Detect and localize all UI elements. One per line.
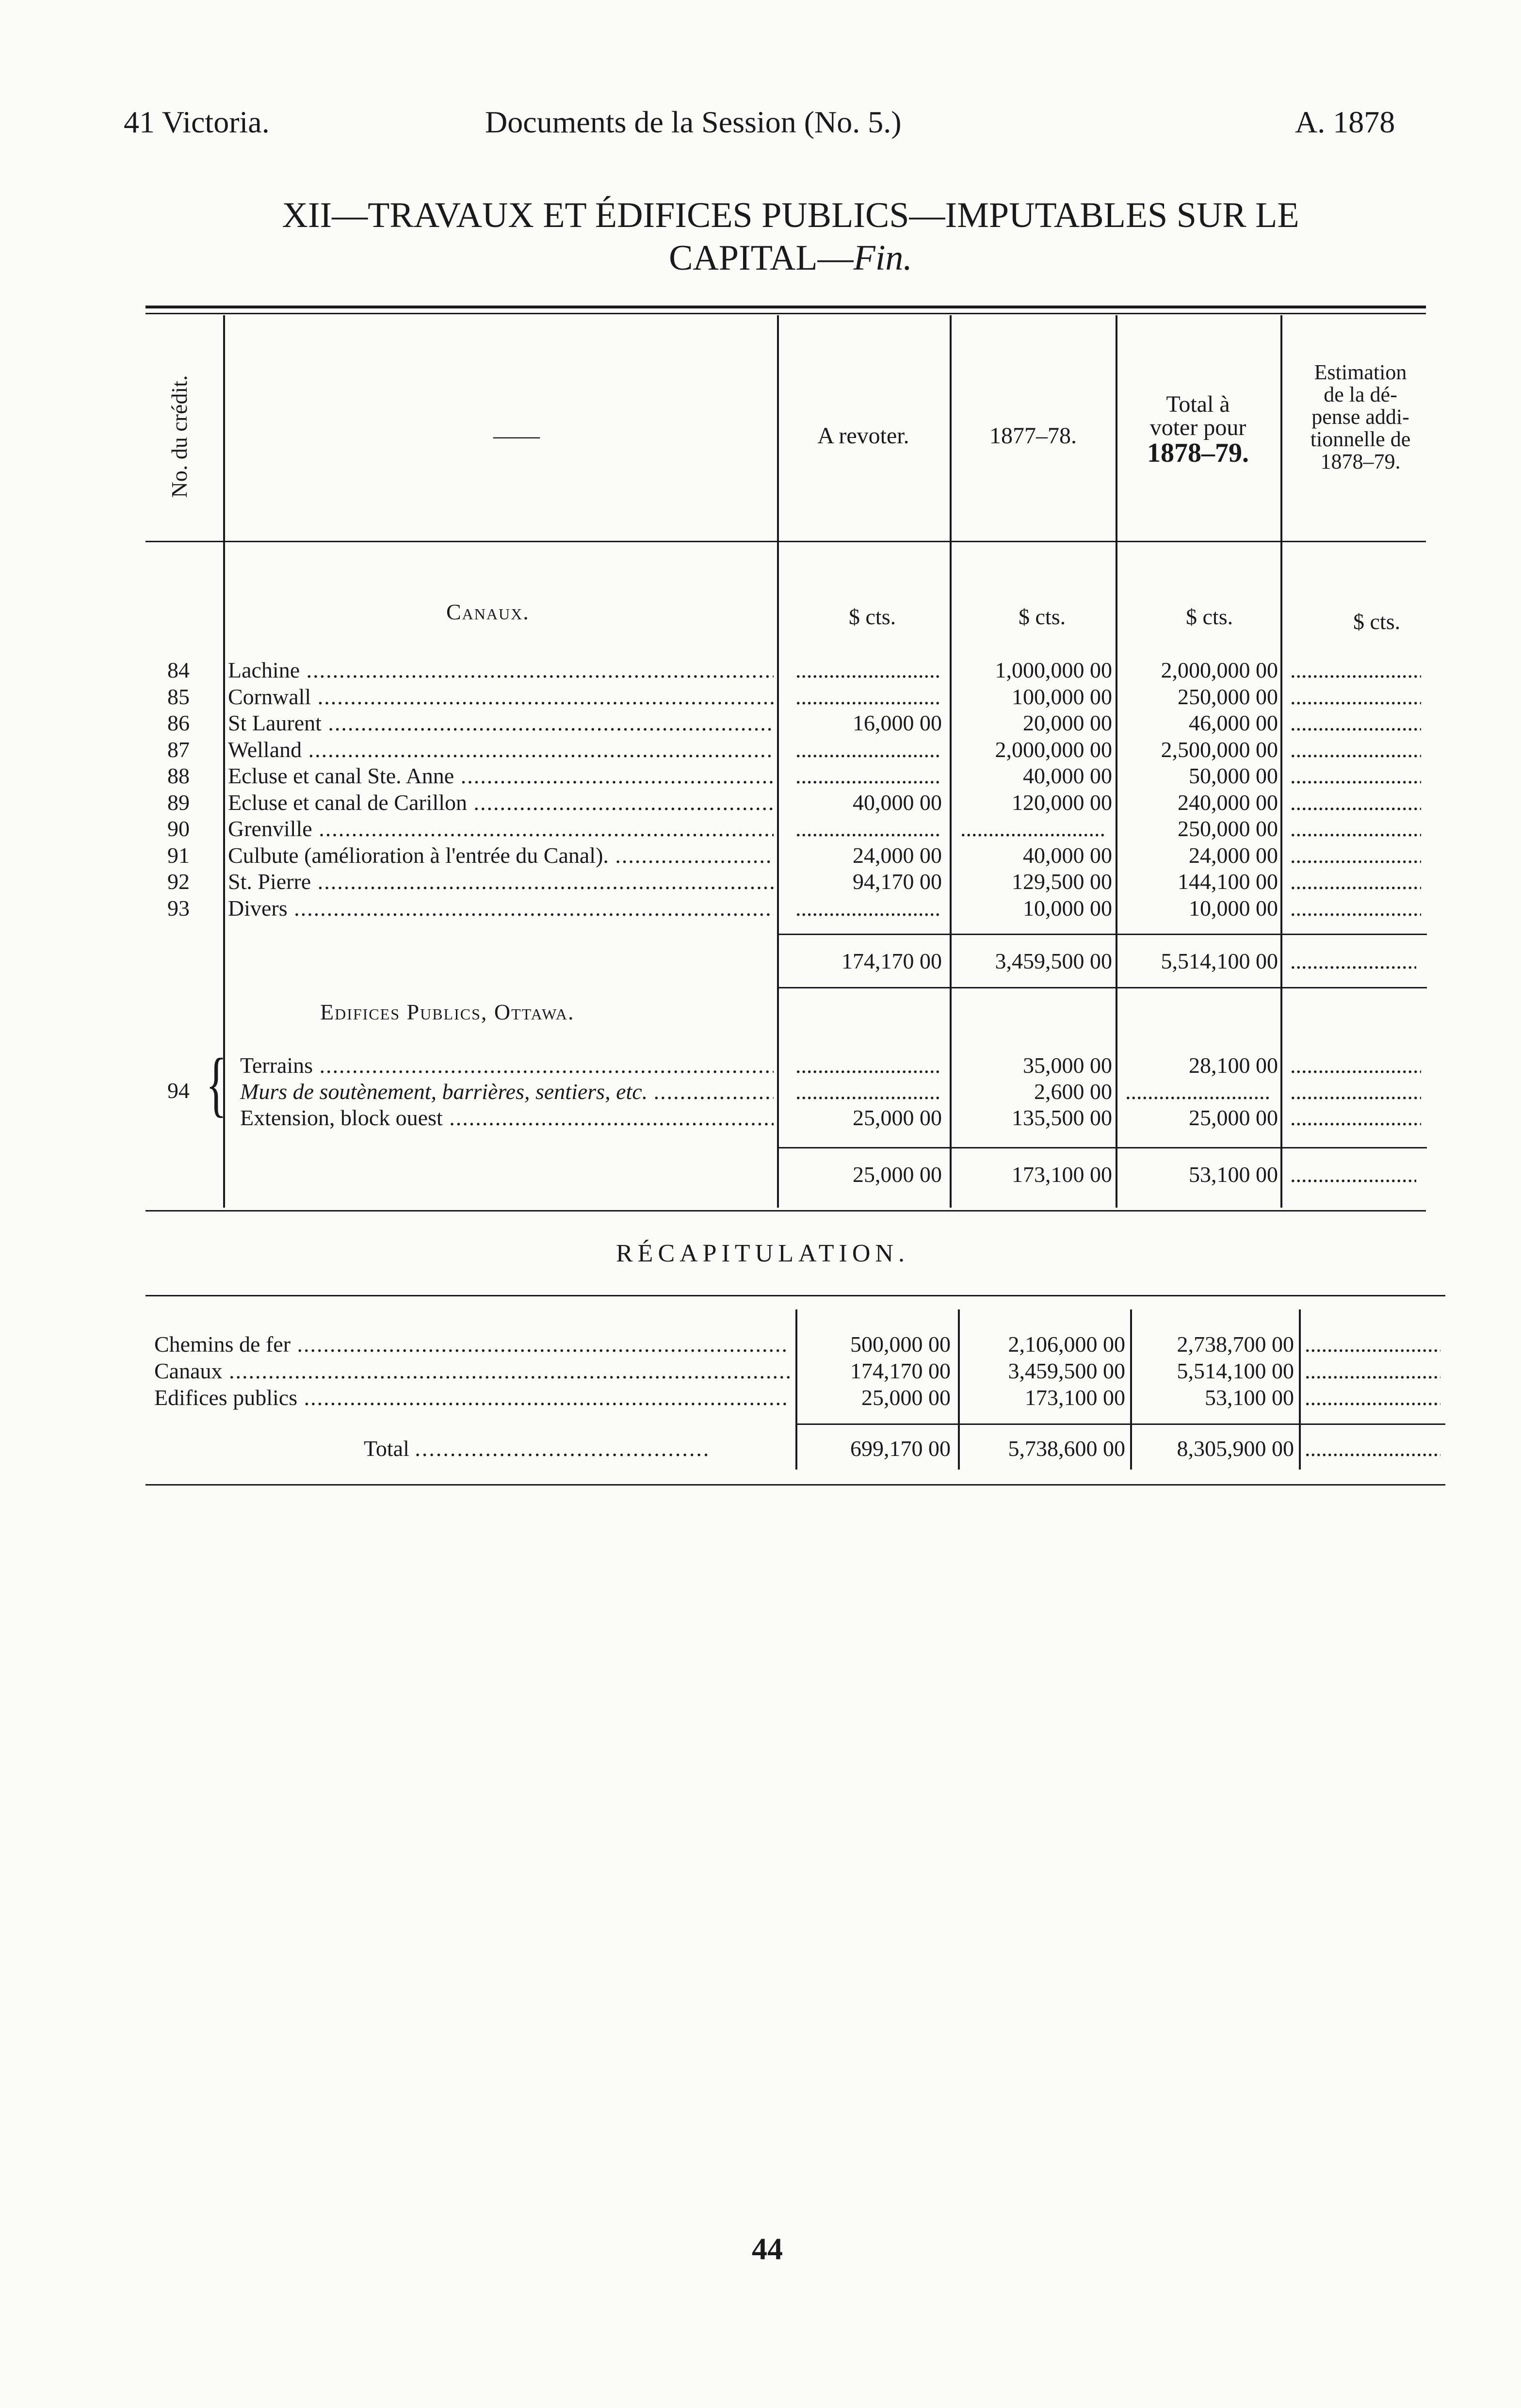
cell-total: 46,000 00 <box>1189 711 1278 735</box>
cell-year: 1,000,000 00 <box>995 658 1112 682</box>
cell-year: 100,000 00 <box>1012 684 1112 709</box>
item-label: St Laurent ..... <box>228 710 774 736</box>
col-total <box>1116 393 1280 467</box>
item-label: Extension, block ouest ..... <box>240 1105 774 1131</box>
title-line-2-text: CAPITAL— <box>669 238 854 278</box>
cell-revoter-empty <box>795 1079 941 1104</box>
page-title <box>160 194 1421 279</box>
item-label: Divers ..... <box>228 895 774 921</box>
cell-total: 240,000 00 <box>1178 790 1278 815</box>
credit-number: 93 <box>167 896 190 921</box>
title-line-2 <box>160 237 1421 279</box>
cell-year: 10,000 00 <box>1023 896 1112 921</box>
cell-estimation-empty <box>1290 790 1421 815</box>
credit-number: 84 <box>167 658 190 682</box>
credit-number: 91 <box>167 843 190 868</box>
credit-number: 90 <box>167 816 190 841</box>
credit-number: 87 <box>167 737 190 762</box>
cell-year-empty <box>960 816 1106 841</box>
cell-total: 50,000 00 <box>1189 763 1278 788</box>
cell-estimation-empty <box>1305 1358 1440 1384</box>
cell-total: 5,514,100 00 <box>1177 1358 1294 1383</box>
edifices-credit-no: 94 <box>167 1078 190 1103</box>
canaux-subtotal-revoter: 174,170 00 <box>841 949 942 973</box>
recap-divider-4 <box>1299 1309 1301 1470</box>
edifices-subtotal-total: 53,100 00 <box>1189 1162 1278 1187</box>
col-blank: —— <box>493 423 540 449</box>
cell-year: 20,000 00 <box>1023 711 1112 735</box>
col-total-line-3: 1878–79. <box>1147 438 1249 468</box>
header-left: 41 Victoria. <box>124 105 270 139</box>
item-label: Lachine ..... <box>228 657 774 683</box>
recap-total-text: Total <box>364 1436 409 1461</box>
cell-year: 135,500 00 <box>1012 1105 1112 1130</box>
cell-estimation-empty <box>1290 763 1421 789</box>
col-est-line-4: tionnelle de <box>1310 427 1411 451</box>
recap-total-year: 5,738,600 00 <box>1008 1436 1125 1461</box>
col-divider-5 <box>1280 315 1282 1208</box>
col-no-credit-label: No. du crédit. <box>167 375 192 498</box>
cell-total: 2,500,000 00 <box>1161 737 1278 762</box>
recap-label: Canaux ..... <box>154 1358 790 1384</box>
item-label: Murs de soutènement, barrières, sentiers, etc. ..... <box>240 1079 774 1104</box>
units-year: $ cts. <box>1019 604 1066 629</box>
item-label: Culbute (amélioration à l'entrée du Canal). ..... <box>228 842 774 868</box>
canaux-subtotal-year: 3,459,500 00 <box>995 949 1112 973</box>
section-canaux: Canaux. <box>446 599 530 624</box>
cell-estimation-empty <box>1290 1079 1421 1104</box>
cell-estimation-empty <box>1290 710 1421 736</box>
credit-number: 88 <box>167 763 190 788</box>
cell-total-empty <box>1125 1079 1271 1104</box>
col-est-line-3: pense addi- <box>1311 405 1409 429</box>
edifices-subtotal-est <box>1290 1162 1416 1187</box>
cell-estimation-empty <box>1290 684 1421 710</box>
recap-total-revoter: 699,170 00 <box>850 1436 951 1461</box>
recap-total-label: Total .......................................... <box>364 1436 711 1461</box>
credit-number: 92 <box>167 869 190 894</box>
item-label: St. Pierre ..... <box>228 869 774 894</box>
credit-number: 89 <box>167 790 190 815</box>
col-est-line-5: 1878–79. <box>1320 450 1401 473</box>
cell-total: 250,000 00 <box>1178 816 1278 841</box>
cell-total: 53,100 00 <box>1205 1385 1294 1410</box>
cell-total: 250,000 00 <box>1178 684 1278 709</box>
col-divider-2 <box>777 315 779 1208</box>
cell-total: 28,100 00 <box>1189 1053 1278 1078</box>
recap-total-rule <box>795 1423 1445 1425</box>
cell-revoter-empty <box>795 684 941 710</box>
canaux-subtotal-rule <box>777 934 1427 935</box>
cell-estimation-empty <box>1290 1052 1421 1078</box>
item-label: Welland ..... <box>228 737 774 762</box>
credit-number: 85 <box>167 684 190 709</box>
cell-total: 144,100 00 <box>1178 869 1278 894</box>
item-label: Ecluse et canal Ste. Anne ..... <box>228 763 774 789</box>
title-line-2-italic: Fin. <box>853 238 912 278</box>
table-top-rule <box>146 306 1426 308</box>
cell-total: 24,000 00 <box>1189 843 1278 868</box>
edifices-subtotal-year: 173,100 00 <box>1012 1162 1112 1187</box>
edifices-brace: { <box>206 1044 227 1124</box>
header-center: Documents de la Session (No. 5.) <box>485 105 902 139</box>
cell-revoter-empty <box>795 657 941 683</box>
cell-revoter: 24,000 00 <box>853 843 942 868</box>
edifices-subtotal-rule <box>777 1147 1427 1148</box>
cell-year: 120,000 00 <box>1012 790 1112 815</box>
cell-estimation-empty <box>1305 1331 1440 1357</box>
cell-revoter: 16,000 00 <box>853 711 942 735</box>
cell-estimation-empty <box>1290 657 1421 683</box>
units-total: $ cts. <box>1186 604 1233 629</box>
col-est-line-1: Estimation <box>1314 360 1407 384</box>
item-label: Grenville ..... <box>228 816 774 841</box>
cell-year: 3,459,500 00 <box>1008 1358 1125 1383</box>
cell-year: 40,000 00 <box>1023 843 1112 868</box>
units-revoter: $ cts. <box>849 604 896 629</box>
cell-estimation-empty <box>1290 737 1421 762</box>
col-total-line-2: voter pour <box>1149 415 1246 440</box>
cell-revoter: 40,000 00 <box>853 790 942 815</box>
cell-year: 35,000 00 <box>1023 1053 1112 1078</box>
item-label: Terrains ..... <box>240 1052 774 1078</box>
edifices-subtotal-revoter: 25,000 00 <box>853 1162 942 1187</box>
table-bottom-rule <box>146 1210 1426 1212</box>
header-bottom-rule <box>146 541 1426 542</box>
recap-heading: RÉCAPITULATION. <box>616 1240 909 1267</box>
cell-estimation-empty <box>1290 1105 1421 1131</box>
section-edifices: Edifices Publics, Ottawa. <box>320 1000 575 1024</box>
header-right: A. 1878 <box>1295 105 1395 139</box>
cell-year: 2,600 00 <box>1034 1079 1112 1104</box>
table-top-rule-thin <box>146 313 1426 314</box>
recap-bottom-rule <box>146 1484 1445 1486</box>
cell-estimation-empty <box>1305 1385 1440 1410</box>
recap-total-total: 8,305,900 00 <box>1177 1436 1294 1461</box>
cell-estimation-empty <box>1290 869 1421 894</box>
col-est-line-2: de la dé- <box>1324 383 1397 406</box>
cell-year: 2,106,000 00 <box>1008 1332 1125 1357</box>
cell-estimation-empty <box>1290 816 1421 841</box>
item-label: Ecluse et canal de Carillon ..... <box>228 790 774 815</box>
recap-label: Edifices publics ..... <box>154 1385 790 1410</box>
col-no-credit <box>146 335 213 538</box>
canaux-subtotal-est <box>1290 948 1416 974</box>
recap-total-est <box>1305 1436 1440 1461</box>
page-number: 44 <box>752 2231 783 2266</box>
cell-total: 10,000 00 <box>1189 896 1278 921</box>
cell-year: 173,100 00 <box>1025 1385 1125 1410</box>
cell-total: 2,738,700 00 <box>1177 1332 1294 1357</box>
cell-estimation-empty <box>1290 895 1421 921</box>
units-estimation: $ cts. <box>1353 609 1401 634</box>
cell-revoter: 500,000 00 <box>850 1332 951 1357</box>
col-year: 1877–78. <box>989 423 1077 449</box>
cell-revoter: 25,000 00 <box>853 1105 942 1130</box>
cell-estimation-empty <box>1290 842 1421 868</box>
cell-total: 25,000 00 <box>1189 1105 1278 1130</box>
recap-label: Chemins de fer ..... <box>154 1331 790 1357</box>
cell-revoter-empty <box>795 816 941 841</box>
credit-number: 86 <box>167 711 190 735</box>
cell-total: 2,000,000 00 <box>1161 658 1278 682</box>
canaux-subtotal-bottom-rule <box>777 987 1427 988</box>
item-label: Cornwall ..... <box>228 684 774 710</box>
col-a-revoter: A revoter. <box>817 423 909 449</box>
cell-year: 40,000 00 <box>1023 763 1112 788</box>
cell-revoter-empty <box>795 763 941 789</box>
title-line-1: XII—TRAVAUX ET ÉDIFICES PUBLICS—IMPUTABLES SUR LE <box>282 195 1299 235</box>
cell-revoter-empty <box>795 895 941 921</box>
col-estimation <box>1280 361 1440 473</box>
cell-revoter: 174,170 00 <box>850 1358 951 1383</box>
cell-revoter: 94,170 00 <box>853 869 942 894</box>
canaux-subtotal-total: 5,514,100 00 <box>1161 949 1278 973</box>
cell-revoter-empty <box>795 737 941 762</box>
col-total-line-1: Total à <box>1166 391 1230 417</box>
cell-year: 129,500 00 <box>1012 869 1112 894</box>
cell-revoter: 25,000 00 <box>861 1385 951 1410</box>
cell-revoter-empty <box>795 1052 941 1078</box>
recap-top-rule <box>146 1295 1445 1296</box>
cell-year: 2,000,000 00 <box>995 737 1112 762</box>
